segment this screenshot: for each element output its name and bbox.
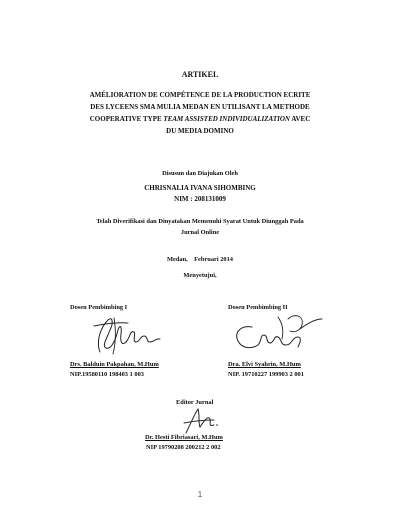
title-line-4: DU MEDIA DOMINO bbox=[166, 127, 234, 135]
title-line-3-suffix: AVEC bbox=[289, 115, 311, 123]
supervisor-1-signature bbox=[86, 312, 166, 358]
editor-name: Dr. Hesti Fibriasari, M.Hum bbox=[145, 434, 223, 441]
author-name: CHRISNALIA IVANA SIHOMBING bbox=[144, 184, 256, 192]
title-line-3-prefix: COOPERATIVE TYPE bbox=[89, 115, 164, 123]
supervisor-2-role: Dosen Pembimbing II bbox=[228, 304, 288, 311]
supervisor-2-name: Dra. Elvi Syahrin, M.Hum bbox=[228, 361, 301, 368]
page-number: 1 bbox=[197, 490, 203, 499]
editor-role: Editor Jurnal bbox=[176, 399, 214, 406]
title-line-2: DES LYCEENS SMA MULIA MEDAN EN UTILISANT LA METHODE bbox=[90, 103, 310, 111]
place-date: Medan, Februari 2014 bbox=[166, 256, 234, 263]
title-line-3 bbox=[0, 115, 400, 124]
supervisor-2-signature bbox=[228, 305, 326, 357]
supervisor-1-nip: NIP.19580110 198403 1 003 bbox=[70, 371, 144, 378]
article-heading: ARTIKEL bbox=[181, 70, 219, 79]
prepared-by: Disusun dan Diajukan Oleh bbox=[162, 170, 238, 177]
supervisor-1-role: Dosen Pembimbing I bbox=[70, 304, 128, 311]
title-line-3-italic: TEAM ASSISTED INDIVIDUALIZATION bbox=[163, 115, 290, 123]
author-nim: NIM : 208131009 bbox=[174, 195, 226, 203]
editor-signature bbox=[180, 405, 224, 435]
verification-line-2: Jurnal Online bbox=[180, 229, 220, 236]
approval-label: Menyetujui, bbox=[183, 272, 217, 279]
editor-nip: NIP 19790208 200212 2 002 bbox=[146, 444, 221, 451]
supervisor-2-nip: NIP. 19710227 199903 2 001 bbox=[228, 371, 304, 378]
title-line-1: AMÉLIORATION DE COMPÉTENCE DE LA PRODUCTION ECRITE bbox=[89, 91, 311, 99]
verification-line-1: Telah Diverifikasi dan Dinyatakan Memenuhi Syarat Untuk Diunggah Pada bbox=[96, 218, 304, 225]
supervisor-1-name: Drs. Balduin Pakpahan, M.Hum bbox=[70, 361, 159, 368]
